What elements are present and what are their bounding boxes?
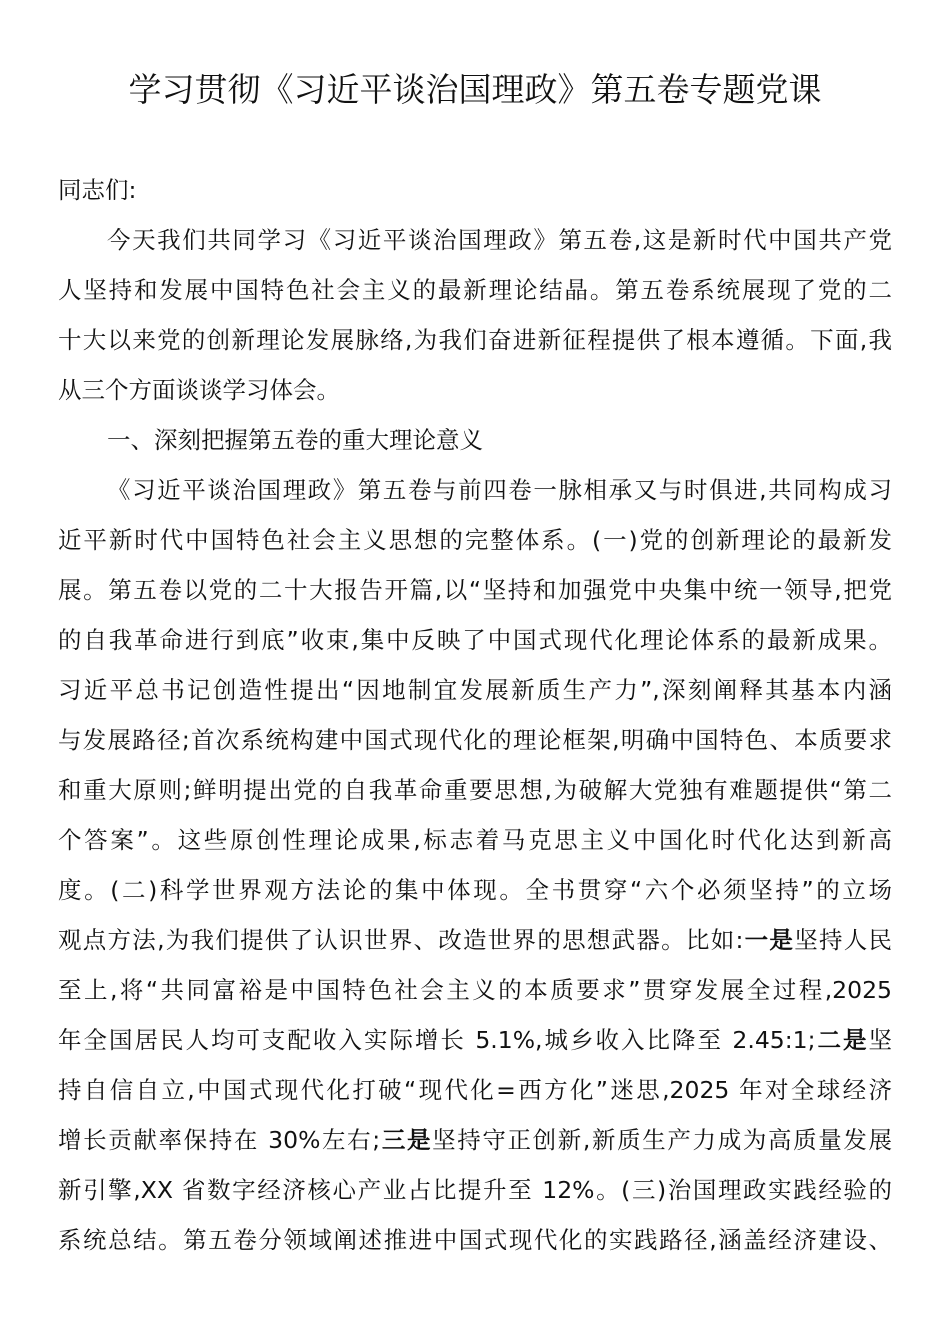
paragraph-2-line-16: 系统总结。第五卷分领域阐述推进中国式现代化的实践路径,涵盖经济建设、 <box>58 1226 892 1254</box>
paragraph-1-line-2: 人坚持和发展中国特色社会主义的最新理论结晶。第五卷系统展现了党的二 <box>58 276 892 304</box>
line-text: 坚持人民 <box>794 926 893 954</box>
paragraph-2-line-10 <box>58 915 892 965</box>
paragraph-2-line-3: 展。第五卷以党的二十大报告开篇,以“坚持和加强党中央集中统一领导,把党 <box>58 576 892 604</box>
paragraph-2-line-5: 习近平总书记创造性提出“因地制宜发展新质生产力”,深刻阐释其基本内涵 <box>58 676 892 704</box>
salutation: 同志们: <box>58 176 137 204</box>
bold-marker-third: 三是 <box>380 1126 433 1154</box>
paragraph-2-line-7: 和重大原则;鲜明提出党的自我革命重要思想,为破解大党独有难题提供“第二 <box>58 776 892 804</box>
section-1-heading: 一、深刻把握第五卷的重大理论意义 <box>107 426 483 454</box>
paragraph-2-line-1: 《习近平谈治国理政》第五卷与前四卷一脉相承又与时俱进,共同构成习 <box>107 476 892 504</box>
paragraph-2-line-4: 的自我革命进行到底”收束,集中反映了中国式现代化理论体系的最新成果。 <box>58 626 892 654</box>
paragraph-2-line-2: 近平新时代中国特色社会主义思想的完整体系。(一)党的创新理论的最新发 <box>58 526 892 554</box>
line-text: 增长贡献率保持在 30%左右; <box>58 1126 381 1154</box>
paragraph-2-line-6: 与发展路径;首次系统构建中国式现代化的理论框架,明确中国特色、本质要求 <box>58 726 892 754</box>
paragraph-2-line-8: 个答案”。这些原创性理论成果,标志着马克思主义中国化时代化达到新高 <box>58 826 892 854</box>
bold-marker-first: 一是 <box>743 926 795 954</box>
paragraph-1-line-4: 从三个方面谈谈学习体会。 <box>58 376 340 404</box>
paragraph-2-line-15: 新引擎,XX 省数字经济核心产业占比提升至 12%。(三)治国理政实践经验的 <box>58 1176 892 1204</box>
line-text: 年全国居民人均可支配收入实际增长 5.1%,城乡收入比降至 2.45:1; <box>58 1026 816 1054</box>
line-text: 坚 <box>868 1026 892 1054</box>
paragraph-2-line-9: 度。(二)科学世界观方法论的集中体现。全书贯穿“六个必须坚持”的立场 <box>58 876 892 904</box>
paragraph-2-line-13: 持自信自立,中国式现代化打破“现代化=西方化”迷思,2025 年对全球经济 <box>58 1076 892 1104</box>
paragraph-1-line-1: 今天我们共同学习《习近平谈治国理政》第五卷,这是新时代中国共产党 <box>107 226 892 254</box>
paragraph-2-line-14 <box>58 1115 892 1165</box>
paragraph-1-line-3: 十大以来党的创新理论发展脉络,为我们奋进新征程提供了根本遵循。下面,我 <box>58 326 892 354</box>
document-title: 学习贯彻《习近平谈治国理政》第五卷专题党课 <box>128 70 822 109</box>
document-body <box>58 165 892 1265</box>
bold-marker-second: 二是 <box>815 1026 869 1054</box>
line-text: 坚持守正创新,新质生产力成为高质量发展 <box>432 1126 892 1154</box>
paragraph-2-line-12 <box>58 1015 892 1065</box>
paragraph-2-line-11: 至上,将“共同富裕是中国特色社会主义的本质要求”贯穿发展全过程,2025 <box>58 976 892 1004</box>
line-text: 观点方法,为我们提供了认识世界、改造世界的思想武器。比如: <box>58 926 744 954</box>
